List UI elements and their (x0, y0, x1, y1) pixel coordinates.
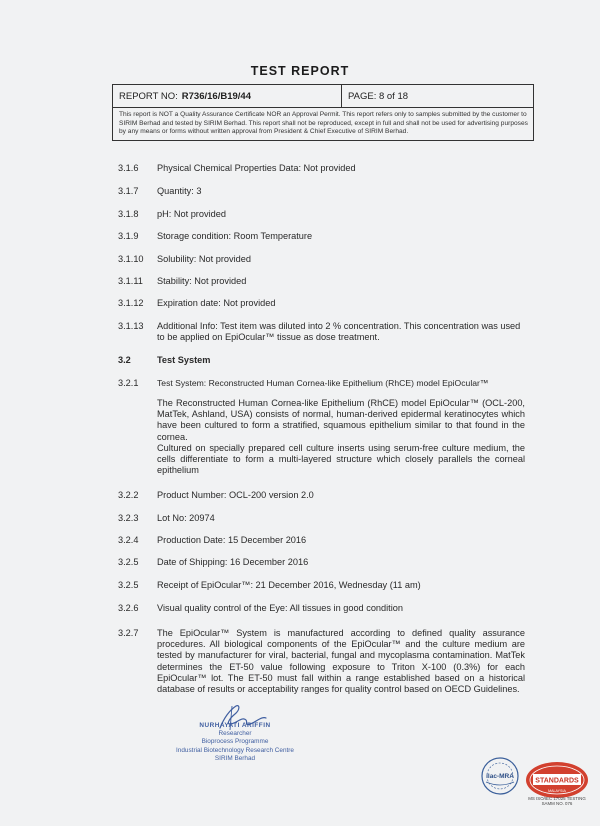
item-text: Additional Info: Test item was diluted into 2 % concentration. This concentration was used to be applied on EpiOcular™ tissue as dose treatment. (157, 321, 521, 343)
standards-sub-text: MALAYSIA (548, 789, 566, 793)
researcher-centre: Industrial Biotechnology Research Centre (176, 746, 294, 754)
item-text: The EpiOcular™ System is manufactured according to defined quality assurance procedures. All biological components of the EpiOcular™ and the culture medium are tested by manufacturer for viral, bacterial, fungal and mycoplasma contamination. MatTek determines the ET-50 value following exposure to Triton X-100 (0.3%) for each EpiOcular™ lot. The ET-50 must fall within a range established based on a historical database of results or acceptability ranges for quality control based on OECD Guidelines. (157, 628, 525, 695)
item-text: Expiration date: Not provided (157, 298, 276, 308)
item-number: 3.1.6 (118, 163, 139, 173)
item-text: Production Date: 15 December 2016 (157, 535, 307, 545)
paragraph-text: The Reconstructed Human Cornea-like Epithelium (RhCE) model EpiOcular™ (OCL-200, MatTek, Ashland, USA) consists of normal, human-derived epidermal keratinocytes which have been cultured to form a stratified, squamous epithelium similar to that found in the cornea. (157, 398, 525, 442)
item-number: 3.1.13 (118, 321, 144, 331)
researcher-programme: Bioprocess Programme (201, 738, 269, 746)
item-text: Visual quality control of the Eye: All tissues in good condition (157, 603, 403, 613)
page-number: PAGE: 8 of 18 (348, 90, 409, 102)
section-title: Test System (157, 355, 211, 365)
item-number: 3.1.7 (118, 186, 139, 196)
item-text: Receipt of EpiOcular™: 21 December 2016, Wednesday (11 am) (157, 580, 421, 590)
researcher-name: NURHAYATI ARIFFIN (199, 722, 271, 729)
item-text: Product Number: OCL-200 version 2.0 (157, 490, 314, 500)
report-header-row (113, 85, 533, 108)
item-text: pH: Not provided (157, 209, 226, 219)
item-number: 3.2.4 (118, 535, 139, 545)
item-number: 3.1.11 (118, 276, 143, 286)
item-number: 3.1.8 (118, 209, 139, 219)
item-number: 3.1.9 (118, 231, 139, 241)
report-header-box (112, 84, 534, 141)
researcher-role: Researcher (218, 730, 252, 738)
item-text: Quantity: 3 (157, 186, 202, 196)
report-number: R736/16/B19/44 (181, 90, 251, 102)
item-text: Physical Chemical Properties Data: Not provided (157, 163, 356, 173)
item-text: Test System: Reconstructed Human Cornea-like Epithelium (RhCE) model EpiOcular™ (157, 378, 489, 388)
page-title: TEST REPORT (250, 64, 350, 78)
item-number: 3.2.5 (118, 557, 139, 567)
researcher-stamp (160, 722, 310, 763)
disclaimer-text: This report is NOT a Quality Assurance Certificate NOR an Approval Permit. This report refers only to samples submitted by the customer to SIRIM Berhad and tested by SIRIM Berhad. This report shall not be reproduced, except in full and shall not be used for advertising purposes by any means or forms without written approval from President & Chief Executive of SIRIM Berhad. (119, 111, 528, 136)
item-text: Solubility: Not provided (157, 254, 251, 264)
item-text: Lot No: 20974 (157, 513, 215, 523)
item-number: 3.2.6 (118, 603, 139, 613)
researcher-org: SIRIM Berhad (214, 754, 256, 762)
standards-text: STANDARDS (535, 777, 579, 785)
item-number: 3.2.2 (118, 490, 139, 500)
item-number: 3.1.12 (118, 298, 144, 308)
item-text: Stability: Not provided (157, 276, 247, 286)
item-text: Storage condition: Room Temperature (157, 231, 313, 241)
ilac-mra-text: ilac-MRA (486, 773, 514, 780)
report-number-cell (113, 85, 342, 107)
section-number: 3.2 (118, 355, 131, 365)
accreditation-text: MS ISO/IEC 17025 TESTING SAMM NO. 076 (528, 796, 586, 806)
paragraph-text: Cultured on specially prepared cell culture inserts using serum-free culture medium, the cells differentiate to form a multi-layered structure which closely parallels the corneal epithelium (157, 443, 525, 476)
item-number: 3.2.1 (118, 378, 139, 388)
ilac-mra-logo (480, 756, 520, 796)
item-text: Date of Shipping: 16 December 2016 (157, 557, 309, 567)
item-number: 3.2.7 (118, 628, 139, 638)
item-number: 3.1.10 (118, 254, 144, 264)
report-number-label: REPORT NO: (119, 90, 178, 102)
item-number: 3.2.5 (118, 580, 139, 590)
item-number: 3.2.3 (118, 513, 139, 523)
